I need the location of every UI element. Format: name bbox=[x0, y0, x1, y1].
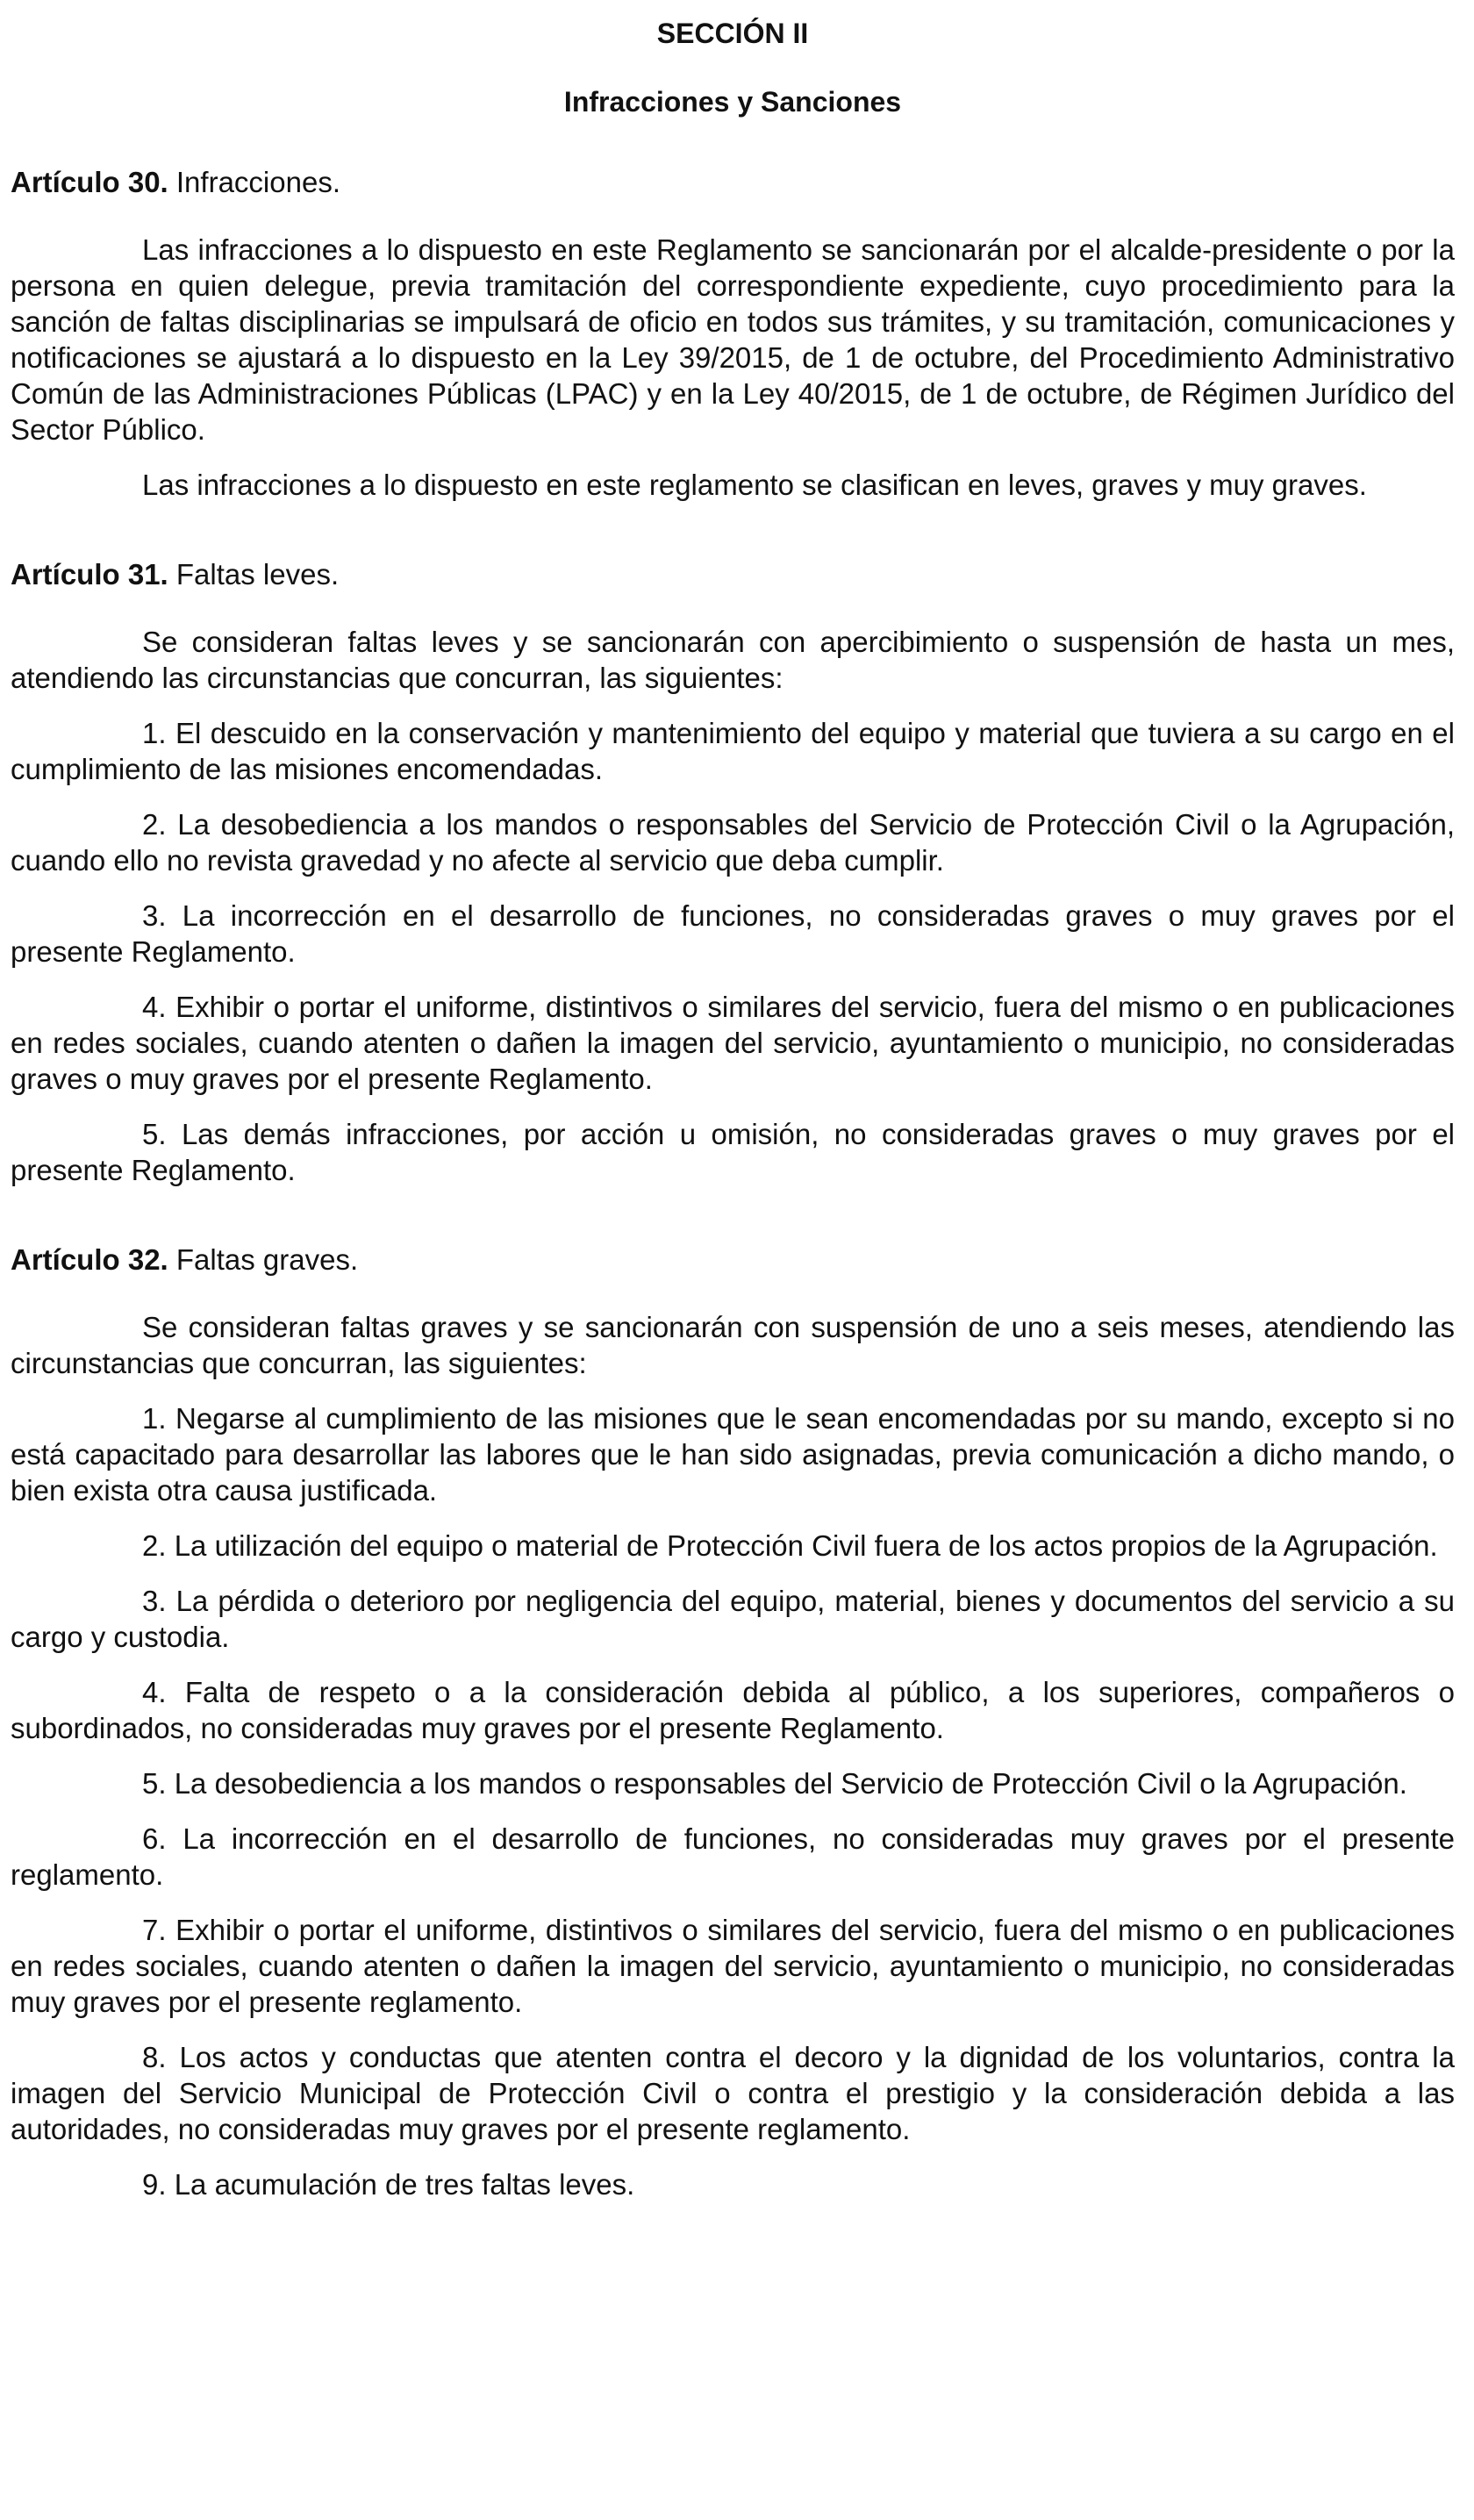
article-31-heading bbox=[11, 557, 1455, 592]
article-30-paragraph: Las infracciones a lo dispuesto en este reglamento se clasifican en leves, graves y muy graves. bbox=[142, 469, 1367, 501]
article-31-item: 2. La desobediencia a los mandos o responsables del Servicio de Protección Civil o la Agrupación, cuando ello no revista gravedad y no afecte al servicio que deba cumplir. bbox=[11, 808, 1455, 877]
article-32-item: 9. La acumulación de tres faltas leves. bbox=[142, 2168, 635, 2201]
section-title: Infracciones y Sanciones bbox=[563, 86, 902, 118]
section-number: SECCIÓN II bbox=[656, 18, 809, 49]
article-31-item: 4. Exhibir o portar el uniforme, distintivos o similares del servicio, fuera del mismo o en publicaciones en redes sociales, cuando atenten o dañen la imagen del servicio, ayuntamiento o municipio, no consideradas graves o muy graves por el presente Reglamento. bbox=[11, 991, 1455, 1095]
article-32-item: 6. La incorrección en el desarrollo de funciones, no consideradas muy graves por el presente reglamento. bbox=[11, 1822, 1455, 1891]
article-31-title: Faltas leves. bbox=[175, 558, 340, 591]
article-32-label: Artículo 32. bbox=[11, 1243, 168, 1276]
article-31-label: Artículo 31. bbox=[11, 558, 168, 591]
article-32-item: 4. Falta de respeto o a la consideración debida al público, a los superiores, compañeros o subordinados, no consideradas muy graves por el presente Reglamento. bbox=[11, 1676, 1455, 1744]
article-32-title: Faltas graves. bbox=[175, 1243, 359, 1276]
article-31-item: 5. Las demás infracciones, por acción u omisión, no consideradas graves o muy graves por el presente Reglamento. bbox=[11, 1118, 1455, 1186]
article-30-heading bbox=[11, 165, 1455, 200]
article-31-item: 1. El descuido en la conservación y mantenimiento del equipo y material que tuviera a su cargo en el cumplimiento de las misiones encomendadas. bbox=[11, 717, 1455, 785]
article-30-title: Infracciones. bbox=[175, 166, 340, 198]
article-32-item: 3. La pérdida o deterioro por negligencia del equipo, material, bienes y documentos del servicio a su cargo y custodia. bbox=[11, 1585, 1455, 1653]
article-32-item: 5. La desobediencia a los mandos o responsables del Servicio de Protección Civil o la Agrupación. bbox=[142, 1767, 1407, 1800]
article-32-paragraph: Se consideran faltas graves y se sancionarán con suspensión de uno a seis meses, atendiendo las circunstancias que concurran, las siguientes: bbox=[11, 1311, 1455, 1379]
article-32-heading bbox=[11, 1242, 1455, 1278]
article-30-label: Artículo 30. bbox=[11, 166, 168, 198]
article-32-item: 8. Los actos y conductas que atenten contra el decoro y la dignidad de los voluntarios, contra la imagen del Servicio Municipal de Protección Civil o contra el prestigio y la consideración debida a las autoridades, no consideradas muy graves por el presente reglamento. bbox=[11, 2041, 1455, 2145]
article-30-paragraph: Las infracciones a lo dispuesto en este Reglamento se sancionarán por el alcalde-presidente o por la persona en quien delegue, previa tramitación del correspondiente expediente, cuyo procedimiento para la sanción de faltas disciplinarias se impulsará de oficio en todos sus trámites, y su tramitación, comunicaciones y notificaciones se ajustará a lo dispuesto en la Ley 39/2015, de 1 de octubre, del Procedimiento Administrativo Común de las Administraciones Públicas (LPAC) y en la Ley 40/2015, de 1 de octubre, de Régimen Jurídico del Sector Público. bbox=[11, 233, 1455, 446]
document-page bbox=[11, 0, 1455, 2202]
article-31-item: 3. La incorrección en el desarrollo de funciones, no consideradas graves o muy graves por el presente Reglamento. bbox=[11, 899, 1455, 968]
article-32-item: 2. La utilización del equipo o material de Protección Civil fuera de los actos propios de la Agrupación. bbox=[142, 1529, 1438, 1562]
article-32-item: 7. Exhibir o portar el uniforme, distintivos o similares del servicio, fuera del mismo o en publicaciones en redes sociales, cuando atenten o dañen la imagen del servicio, ayuntamiento o municipio, no consideradas muy graves por el presente reglamento. bbox=[11, 1914, 1455, 2018]
article-31-paragraph: Se consideran faltas leves y se sancionarán con apercibimiento o suspensión de hasta un mes, atendiendo las circunstancias que concurran, las siguientes: bbox=[11, 626, 1455, 694]
article-32-item: 1. Negarse al cumplimiento de las misiones que le sean encomendadas por su mando, excepto si no está capacitado para desarrollar las labores que le han sido asignadas, previa comunicación a dicho mando, o bien exista otra causa justificada. bbox=[11, 1402, 1455, 1507]
